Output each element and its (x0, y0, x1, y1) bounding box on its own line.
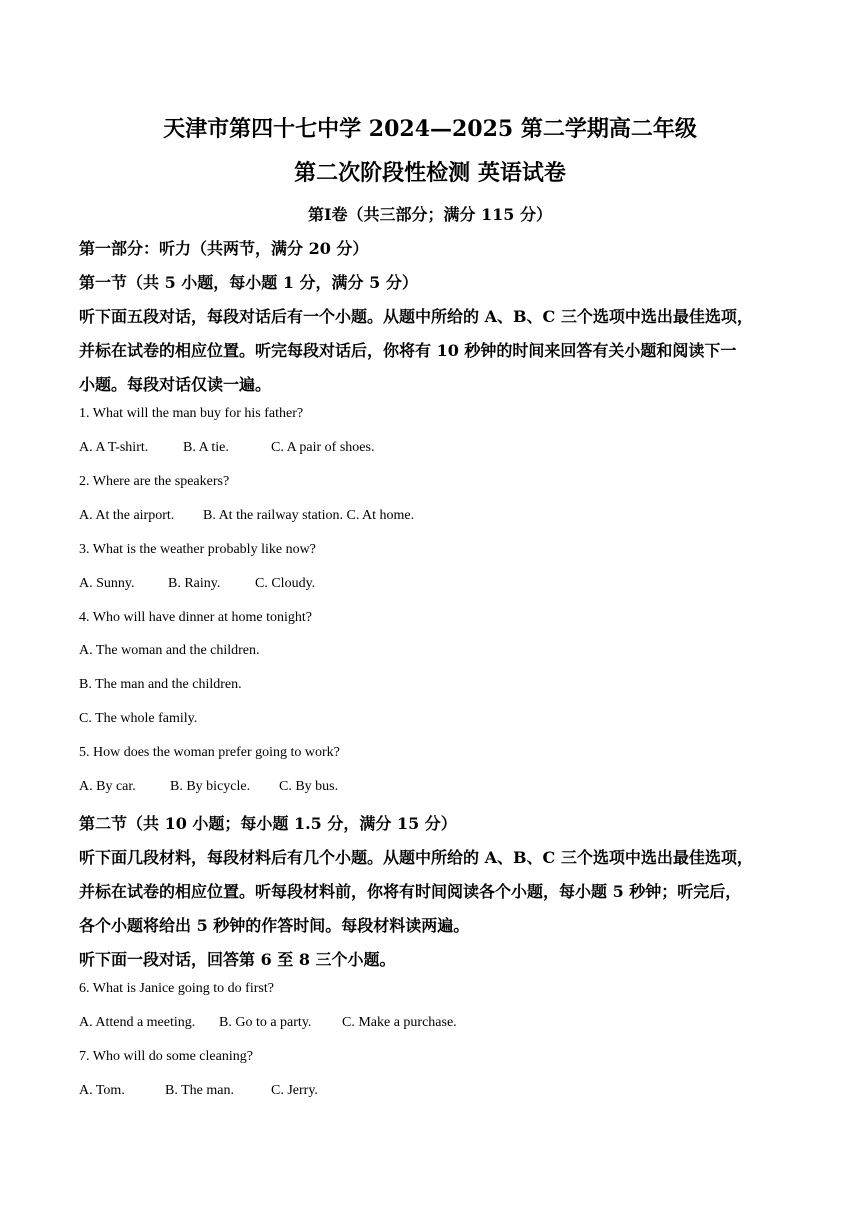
exam-title: 天津市第四十七中学 2024—2025 第二学期高二年级 (163, 116, 697, 142)
option-b: B. Rainy. (168, 576, 221, 591)
question-2: 2. Where are the speakers? (79, 474, 230, 489)
part1-heading: 第一部分：听力（共两节，满分 20 分） (79, 239, 369, 258)
question-4-option-c: C. The whole family. (79, 711, 198, 726)
dialogue-intro: 听下面一段对话，回答第 6 至 8 三个小题。 (79, 950, 396, 969)
section1-instruction-line: 小题。每段对话仅读一遍。 (79, 375, 272, 394)
option-c: C. Make a purchase. (342, 1015, 457, 1030)
question-4: 4. Who will have dinner at home tonight? (79, 610, 313, 625)
question-5-options (79, 779, 339, 795)
section1-heading: 第一节（共 5 小题，每小题 1 分，满分 5 分） (79, 273, 418, 292)
question-4-option-a: A. The woman and the children. (79, 643, 260, 658)
question-4-option-b: B. The man and the children. (79, 677, 242, 692)
question-1-options (79, 440, 375, 456)
option-c: C. A pair of shoes. (271, 440, 375, 455)
option-a: A. At the airport. (79, 508, 175, 523)
question-5: 5. How does the woman prefer going to work? (79, 745, 340, 760)
option-a: A. Sunny. (79, 576, 135, 591)
option-c: C. By bus. (279, 779, 339, 794)
option-a: A. By car. (79, 779, 136, 794)
option-b: B. A tie. (183, 440, 229, 455)
question-6-options (79, 1015, 457, 1031)
option-a: A. Tom. (79, 1083, 125, 1098)
question-3: 3. What is the weather probably like now? (79, 542, 316, 557)
section2-heading: 第二节（共 10 小题；每小题 1.5 分，满分 15 分） (79, 814, 457, 833)
option-a: A. A T-shirt. (79, 440, 149, 455)
option-b-c: B. At the railway station. C. At home. (203, 508, 415, 523)
section2-instruction-line: 各个小题将给出 5 秒钟的作答时间。每段材料读两遍。 (79, 916, 470, 935)
option-c: C. Jerry. (271, 1083, 318, 1098)
question-7-options (79, 1083, 318, 1099)
section1-instruction-line: 并标在试卷的相应位置。听完每段对话后，你将有 10 秒钟的时间来回答有关小题和阅读下一 (79, 341, 737, 360)
question-6: 6. What is Janice going to do first? (79, 981, 274, 996)
option-c: C. Cloudy. (255, 576, 316, 591)
question-2-options (79, 508, 415, 524)
question-7: 7. Who will do some cleaning? (79, 1049, 253, 1064)
section2-instruction-line: 并标在试卷的相应位置。听每段材料前，你将有时间阅读各个小题，每小题 5 秒钟；听完后， (79, 882, 742, 901)
option-b: B. Go to a party. (219, 1015, 312, 1030)
option-b: B. The man. (165, 1083, 234, 1098)
volume-info: 第Ⅰ卷（共三部分；满分 115 分） (307, 205, 553, 224)
question-1: 1. What will the man buy for his father? (79, 406, 304, 421)
option-a: A. Attend a meeting. (79, 1015, 196, 1030)
section1-instruction-line: 听下面五段对话，每段对话后有一个小题。从题中所给的 A、B、C 三个选项中选出最佳选项， (79, 307, 753, 326)
question-3-options (79, 576, 316, 592)
section2-instruction-line: 听下面几段材料，每段材料后有几个小题。从题中所给的 A、B、C 三个选项中选出最佳选项， (79, 848, 753, 867)
exam-subtitle: 第二次阶段性检测 英语试卷 (294, 160, 566, 186)
option-b: B. By bicycle. (170, 779, 251, 794)
